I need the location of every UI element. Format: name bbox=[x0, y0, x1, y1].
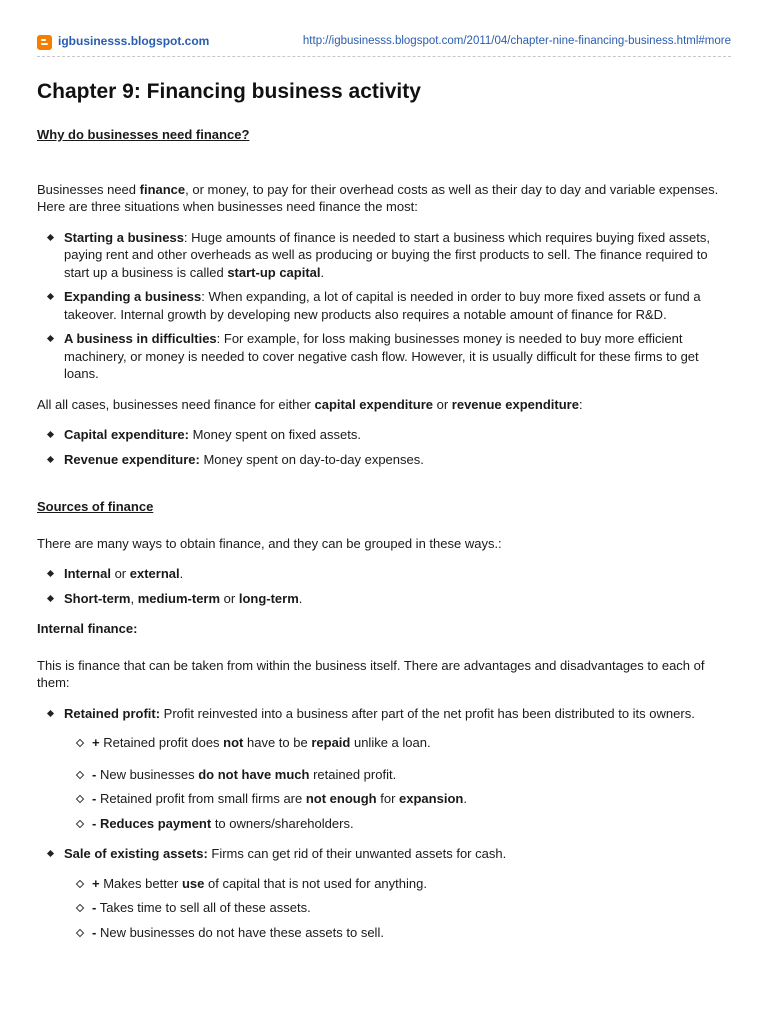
internal-finance-intro: This is finance that can be taken from within the business itself. There are advantages and disadvantages to each of them: bbox=[37, 657, 705, 690]
sources-intro: There are many ways to obtain finance, and they can be grouped in these ways.: bbox=[37, 535, 502, 551]
summary-paragraph: All all cases, businesses need finance for either capital expenditure or revenue expenditure: bbox=[37, 396, 583, 412]
list-item: - New businesses do not have much retained profit. bbox=[37, 766, 733, 784]
page-header bbox=[37, 33, 731, 51]
list-item: Starting a business: Huge amounts of finance is needed to start a business which requires buying fixed assets, paying rent and other overheads as well as producing or buying the first products to sell. The finance required to start up a business is called start-up capital. bbox=[37, 229, 733, 282]
intro-paragraph: Businesses need finance, or money, to pay for their overhead costs as well as their day to day and variable expenses. Here are three situations when businesses need finance the most: bbox=[37, 181, 719, 214]
page-title: Chapter 9: Financing business activity bbox=[37, 80, 421, 103]
header-divider bbox=[37, 56, 731, 57]
internal-sources-list bbox=[37, 705, 733, 723]
site-brand[interactable] bbox=[37, 33, 209, 51]
internal-finance-heading: Internal finance: bbox=[37, 621, 138, 636]
retained-points-list bbox=[37, 734, 733, 832]
article-body bbox=[37, 78, 733, 948]
asset-points-list bbox=[37, 875, 733, 942]
list-item: + Retained profit does not have to be repaid unlike a loan. bbox=[37, 734, 733, 752]
list-item: + Makes better use of capital that is not used for anything. bbox=[37, 875, 733, 893]
list-item: - Retained profit from small firms are not enough for expansion. bbox=[37, 790, 733, 808]
finance-groups-list bbox=[37, 565, 733, 607]
blogger-icon bbox=[37, 35, 52, 50]
list-item: - Reduces payment to owners/shareholders. bbox=[37, 815, 733, 833]
list-item: A business in difficulties: For example, for loss making businesses money is needed to buy more efficient machinery, or money is needed to cover negative cash flow. However, it is usually difficult for these firms to get loans. bbox=[37, 330, 733, 383]
list-item: Internal or external. bbox=[37, 565, 733, 583]
list-item: Capital expenditure: Money spent on fixed assets. bbox=[37, 426, 733, 444]
situations-list bbox=[37, 229, 733, 383]
site-link[interactable]: igbusinesss.blogspot.com bbox=[58, 34, 210, 49]
section-heading-why-finance: Why do businesses need finance? bbox=[37, 127, 250, 142]
list-item: - Takes time to sell all of these assets. bbox=[37, 899, 733, 917]
list-item-sale-of-assets: Sale of existing assets: Firms can get rid of their unwanted assets for cash. bbox=[37, 845, 733, 863]
page-url-link[interactable]: http://igbusinesss.blogspot.com/2011/04/chapter-nine-financing-business.html#more bbox=[302, 35, 731, 48]
asset-sources-list bbox=[37, 845, 733, 863]
list-item-retained-profit: Retained profit: Profit reinvested into a business after part of the net profit has been distributed to its owners. bbox=[37, 705, 733, 723]
list-item: Expanding a business: When expanding, a lot of capital is needed in order to buy more fixed assets or fund a takeover. Internal growth by developing new products also requires a notable amount of finance for R&D. bbox=[37, 288, 733, 323]
list-item: Revenue expenditure: Money spent on day-to-day expenses. bbox=[37, 451, 733, 469]
list-item: Short-term, medium-term or long-term. bbox=[37, 590, 733, 608]
list-item: - New businesses do not have these assets to sell. bbox=[37, 924, 733, 942]
expenditure-list bbox=[37, 426, 733, 468]
section-heading-sources: Sources of finance bbox=[37, 499, 154, 514]
